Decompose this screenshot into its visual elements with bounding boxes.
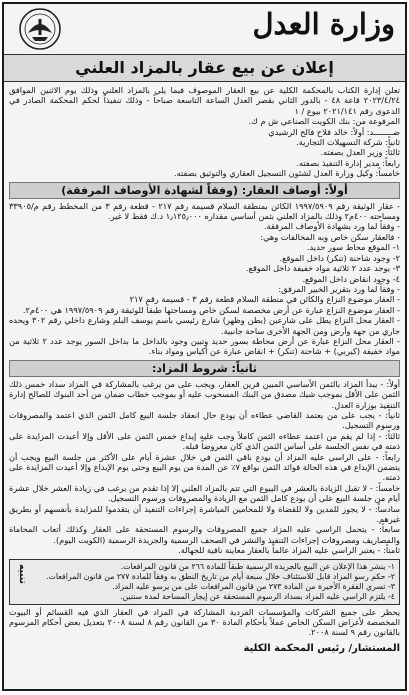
auction-notice — [2, 2, 407, 691]
term-paragraph: أولاً: - يبدأ المزاد بالثمن الأساسي المبين قرين العقار، ويجب على من يرغب بالمشاركة في المزاد سداد خمس ذلك الثمن على الأقل بموجب شيك مصدق من البنك المسحوب عليه أو بموجب خطاب ضمان من أحد البنوك للصالح إدارة التنفيذ بوزارة العدل. — [9, 378, 400, 410]
term-paragraph: رابعاً: - على الراسي عليه المزاد أن يودع باقي الثمن في خلال عشرة أيام على الأكثر من جلسة البيع ويجب أن يتضمن الإيداع في هذه الحالة فوائد الثمن بواقع ٧٪ عن المدة من يوم البيع وحتى يوم الإيداع وإلا أعيدت المزايدة على ذمته. — [9, 451, 400, 483]
violation-item: ١- الموقع محاط سور حديد. — [306, 242, 400, 253]
term-paragraph: خامساً: - لا تقبل الزيادة بالعشر في البيوع التي تتم بالمزاد العلني إلا إذا تقدم من يرغب في زيادة العشر خلال عشرة أيام من جلسة البيع على أن يودع كامل الثمن مع الزيادة والمصروفات ورسوم التسجيل. — [9, 482, 400, 504]
description-paragraph: - العقار موضوع النزاع والكائن في منطقة السلام قطعة رقم ٣ - قسيمة رقم ٢١٧ — [129, 294, 400, 305]
notice-title: إعلان عن بيع عقار بالمزاد العلني — [4, 55, 405, 82]
party-line: خامساً: وكيل وزارة العدل لشئون التسجيل العقاري والتوثيق بصفته. — [174, 168, 400, 179]
description-paragraph: - وفقاً لما ورد بتقرير الخبير المرفق: — [278, 283, 400, 294]
violation-item: ٢- وجود شاحنة (تنكر) داخل الموقع. — [279, 252, 400, 263]
note-line: ١- ينشر هذا الإعلان عن البيع بالجريدة الرسمية طبقاً للمادة ٢٦٦ من قانون المرافعات. — [120, 561, 395, 571]
section-property-description-heading: أولاً: أوصاف العقار: (وفقاً لشهادة الأوصاف المرفقة) — [9, 182, 400, 199]
description-paragraph: - العقار موضوع النزاع عبارة عن أرض مخصصة لسكن خاص ومساحتها طبقاً للوثيقة رقم ١٩٩٧/٥٩٠٩ هي ٤٠٠م٢. — [22, 304, 400, 315]
term-paragraph: سادساً: - لا يجوز للمدين ولا للقضاة ولا للمحامين المباشرة إجراءات التنفيذ أن يتقدموا للمزايدة بأنفسهم أو بطريق غيرهم. — [9, 503, 400, 525]
auction-terms — [9, 379, 400, 556]
party-line: ثالثاً: وزير العدل بصفته. — [320, 147, 400, 158]
signature: المستشار/ رئيس المحكمة الكلية — [243, 642, 400, 654]
note-line: ٢- حكم رسو المزاد قابل للاستئناف خلال سبعة أيام من تاريخ النطق به وفقاً للمادة ٢٧٧ من قانون المرافعات. — [46, 571, 395, 581]
term-paragraph: ثامناً: - يعتبر الراسي عليه المزاد عالماً بالعقار معاينة نافية للجهالة. — [178, 545, 400, 556]
notice-header — [4, 4, 405, 55]
note-line: ٣- تسري الفقرة الأخيرة من المادة ٢٧٣ من قانون المرافعات على من يرسو عليه المزاد. — [112, 581, 395, 591]
closing-paragraph: يحظر على جميع الشركات والمؤسسات الفردية المشاركة في المزاد في العقار الذي فيه القسائم أو البيوت المخصصة لأغراض السكن الخاص عملاً بأحكام المادة ٣٠ من القانون رقم ٨ لسنة ٢٠٠٨ بتعديل بعض أحكام المرسوم بالقانون رقم ٩ لسنة ٢٠٠٨. — [9, 606, 400, 638]
parties-list — [9, 116, 400, 178]
violation-item: ٤- وجود انقاض داخل الموقع. — [302, 273, 400, 284]
description-paragraph: - وفقاً لما ورد بشهادة الأوصاف المرفقة. — [263, 221, 400, 232]
description-paragraph: - العقار محل النزاع يطل على شارعين (بطن وظهر) شارع رئيسي باسم يوسف البلم وشارع داخلي رقم ٣٠٢ ويحده جاري من جهة وأرض ومن الجهة الأخرى ساحة جانبية. — [9, 315, 400, 336]
term-paragraph: ثالثاً: - إذا لم يقم من اعتمد عطاءه الثمن كاملاً وجب عليه إيداع خمس الثمن على الأقل وإلا أعيدت المزايدة على ذمته في نفس الجلسة على أساس الثمن الذي كان معروضاً قبله. — [9, 430, 400, 452]
notice-body — [4, 82, 405, 656]
party-line: ضــــــــد: أولاً: خالد فلاح فالح الرشيدي — [268, 126, 400, 137]
state-emblem-icon — [18, 7, 62, 51]
party-line: المرفوعة من: بنك الكويت الصناعي ش م ك. — [248, 116, 400, 127]
term-paragraph: سابعاً: - يتحمل الراسي عليه المزاد جميع المصروفات والرسوم المستحقة على العقار وكذلك أتعاب المحاماة والمصاريف ومصروفات إجراءات التنفيذ والنشر في الصحف الرسمية والجريدة الرسمية (الكويت اليوم). — [9, 524, 400, 545]
note-line: ٤- يلتزم الراسي عليه المزاد بسداد الرسوم المستحقة عن إيجار المساحة لمدة سنتين. — [120, 591, 395, 601]
description-paragraph: - عقار الوثيقة رقم ١٩٩٧/٥٩٠٩ الكائن بمنطقة السلام قسيمة رقم ٢١٧ - قطعة رقم ٣ من المخطط رقم م/٣٣٩٠٥ ومساحته ٤٠٠م٢ وذلك بالمزاد العلني بثمن أساسي مقداره ١٫١٢٥٫٠٠٠ د.ك فقط لا غير. — [9, 200, 400, 222]
party-line: رابعاً: مدير إدارة التنفيذ بصفته. — [296, 157, 400, 168]
notes-label: تنبيه — [17, 563, 27, 584]
description-paragraph: - فالعقار سكن خاص وبه المخالفات وهي: — [260, 231, 400, 242]
term-paragraph: ثانياً: - يجب على من يعتمد القاضي عطاءه أن يودع حال انعقاد جلسة البيع كامل الثمن الذي اعتمد والمصروفات ورسوم التسجيل. — [9, 409, 400, 431]
intro-paragraph: تعلن إدارة الكتاب بالمحكمة الكلية عن بيع العقار الموصوف فيما يلي بالمزاد العلني وذلك يوم الاثنين الموافق ٢٠٢٣/٤/٢٤ قاعة ٤٨ - بالدور الثاني بقصر العدل الساعة التاسعة صباحاً - وذلك تنفيذاً لحكم المحكمة الصادر في الدعوى رقم ٢٠٢١/١٤١ بيوع / ١ — [9, 85, 401, 116]
description-paragraph: - العقار محل النزاع عبارة عن أرض محاطة بسور حديد وتبين وجود بالداخل ما بداخل السور يوجد عدد ٢ ثلاثية من مواد خفيفة (كيربي) + شاحنة (تنكر) + انقاض عبارة عن أكياس ومواد بناء. — [9, 335, 400, 357]
ministry-name: وزارة العدل — [252, 7, 395, 41]
section-auction-terms-heading: ثانياً: شروط المزاد: — [9, 360, 400, 377]
property-description — [9, 201, 400, 357]
notes-box — [9, 559, 400, 605]
party-line: ثانياً: شركة التسهيلات التجارية. — [296, 137, 400, 148]
violation-item: ٣- يوجد عدد ٢ ثلاثية مواد خفيفة داخل الموقع. — [245, 263, 400, 274]
